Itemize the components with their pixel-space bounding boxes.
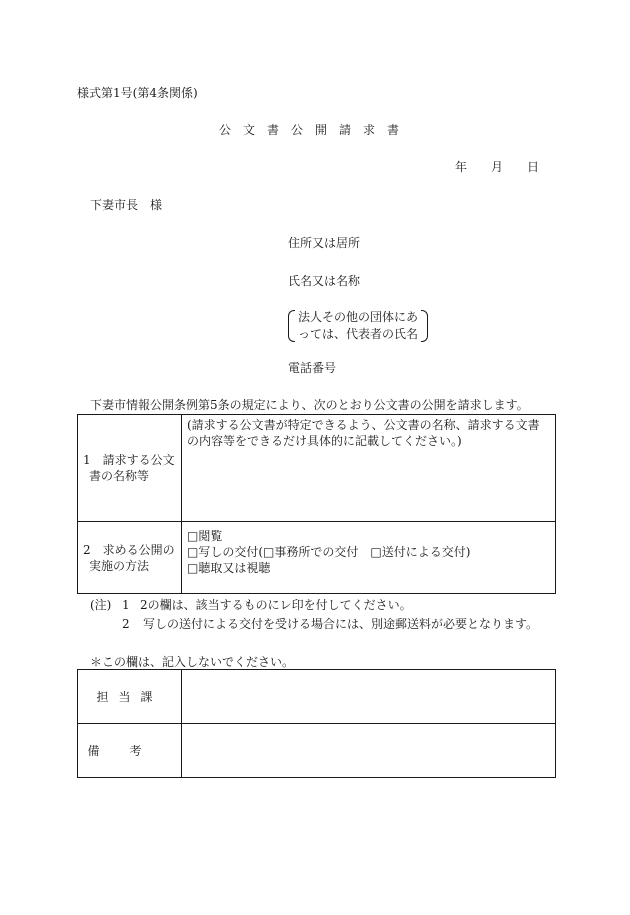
right-bracket <box>421 310 428 342</box>
note2-text: 写しの送付による交付を受ける場合には、別途郵送料が必要となります。 <box>143 617 539 631</box>
row1-label-line1: 1 請求する公文 <box>83 453 175 467</box>
phone-label: 電話番号 <box>288 361 337 375</box>
row2-label-line1: 2 求める公開の <box>83 542 175 557</box>
document-title: 公文書公開請求書 <box>218 123 411 137</box>
remarks-field <box>182 724 556 778</box>
note1-text: 2の欄は、該当するものにレ印を付してください。 <box>140 598 412 612</box>
request-table <box>77 414 556 594</box>
requested-document-instruction: (請求する公文書が特定できるよう、公文書の名称、請求する文書の内容等をできるだけ具体的に記載してください。) <box>187 418 540 448</box>
date-year-label: 年 <box>455 160 468 174</box>
form-number: 様式第1号(第4条関係) <box>77 86 198 100</box>
method-option-inspection[interactable]: □閲覧 <box>187 529 223 543</box>
intro-sentence: 下妻市情報公開条例第5条の規定により、次のとおり公文書の公開を請求します。 <box>90 398 529 412</box>
addressee: 下妻市長 様 <box>90 198 163 212</box>
name-label: 氏名又は名称 <box>288 274 361 288</box>
department-field <box>182 670 556 724</box>
requested-document-label-cell <box>78 415 182 522</box>
remarks-label: 備考 <box>78 724 182 778</box>
office-use-table <box>77 669 556 778</box>
corp-note-line2: っては、代表者の氏名 <box>298 327 419 341</box>
notes-prefix: (注) <box>90 598 112 612</box>
corporate-note-bracket <box>288 309 428 343</box>
note1-number: 1 <box>122 598 130 612</box>
corporate-representative-note <box>288 309 428 343</box>
method-option-copy-delivery[interactable]: □写しの交付(□事務所での交付 □送付による交付) <box>187 545 471 559</box>
method-option-listening-viewing[interactable]: □聴取又は視聴 <box>187 561 271 575</box>
date-month-label: 月 <box>491 160 504 174</box>
date-line <box>455 161 539 173</box>
remarks-row <box>78 724 556 778</box>
note-1 <box>90 599 412 611</box>
disclosure-method-row <box>78 522 556 594</box>
address-label: 住所又は居所 <box>288 236 361 250</box>
disclosure-method-options <box>182 522 556 594</box>
row1-label-line2: 書の名称等 <box>89 469 150 483</box>
department-label: 担当課 <box>78 670 182 724</box>
disclosure-method-label-cell <box>78 522 182 594</box>
left-bracket <box>288 310 295 342</box>
requested-document-field[interactable] <box>182 415 556 522</box>
requested-document-row <box>78 415 556 522</box>
corp-note-line1: 法人その他の団体にあ <box>298 310 419 324</box>
note2-number: 2 <box>122 617 130 631</box>
staff-only-note: ＊この欄は、記入しないでください。 <box>90 655 295 669</box>
date-day-label: 日 <box>527 160 540 174</box>
department-row <box>78 670 556 724</box>
note-2 <box>122 618 538 630</box>
row2-label-line2: 実施の方法 <box>89 558 150 573</box>
